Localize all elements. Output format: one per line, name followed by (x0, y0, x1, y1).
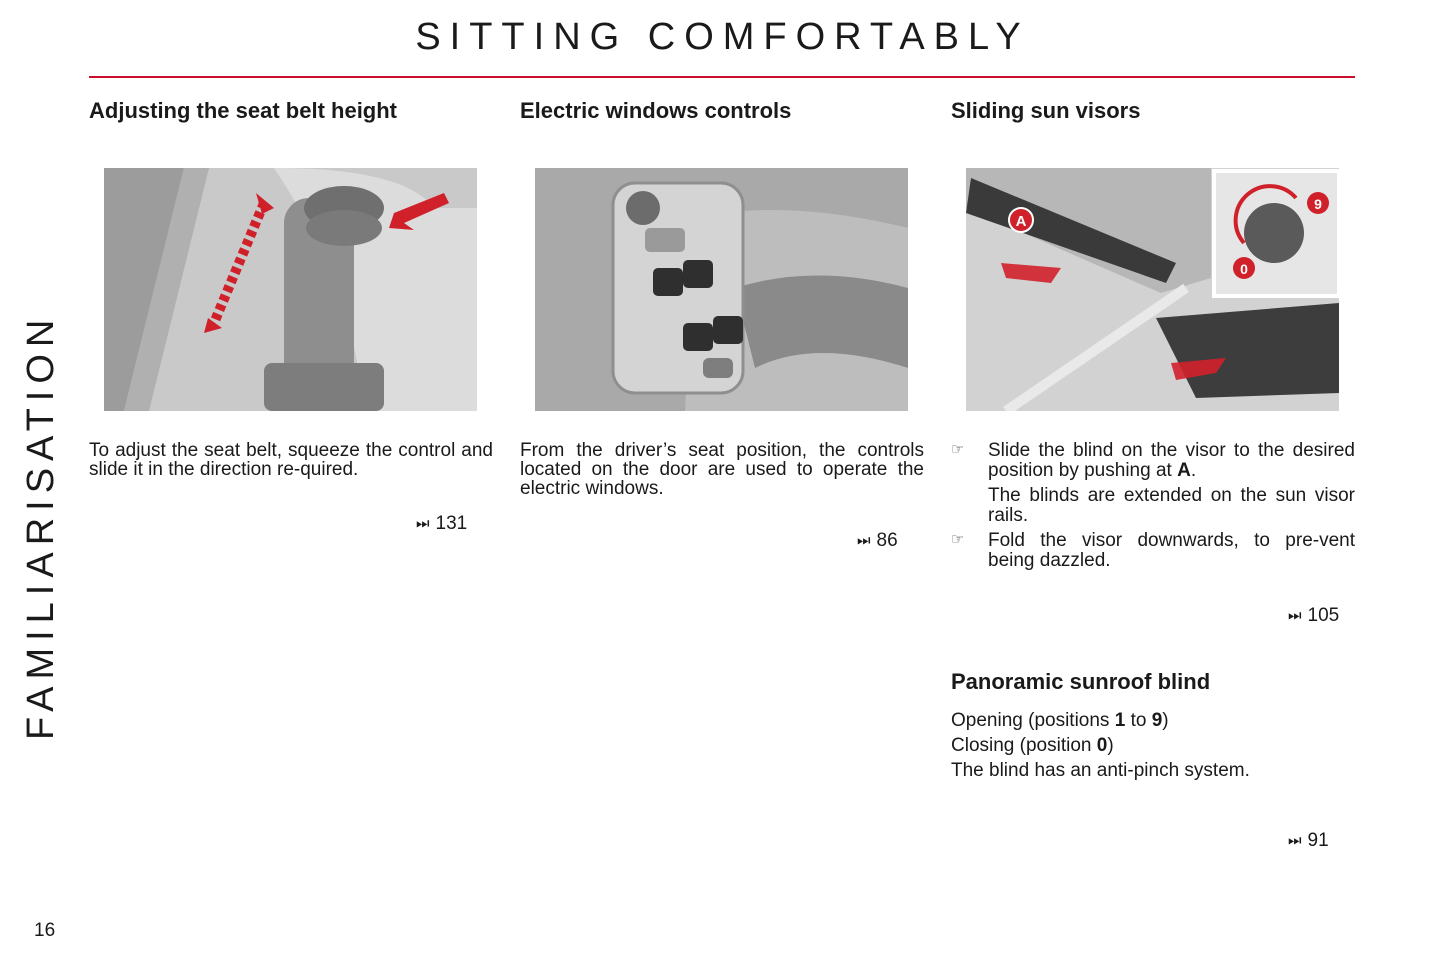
list-item (951, 531, 1355, 570)
figure-label-a: A (1015, 213, 1027, 230)
opening-suffix: ) (1162, 710, 1169, 731)
sunroof-opening-line (951, 708, 1250, 733)
sun-visors-ref-number: 105 (1307, 605, 1340, 626)
seat-belt-illustration (104, 168, 477, 411)
electric-windows-heading: Electric windows controls (520, 98, 792, 123)
window-controls-illustration (535, 168, 908, 411)
page-number: 16 (34, 920, 56, 941)
list-item (951, 441, 1355, 525)
figure-label-nine: 9 (1314, 196, 1322, 212)
sun-visors-heading: Sliding sun visors (951, 98, 1141, 123)
electric-windows-text: From the driver’s seat position, the controls located on the door are used to operate the electric windows. (520, 440, 924, 499)
closing-value: 0 (1096, 735, 1108, 756)
figure-label-zero: 0 (1240, 261, 1248, 277)
visor-bullet-1-text: Slide the blind on the visor to the desired position by pushing at (988, 440, 1355, 481)
skip-forward-icon: ⏭ (416, 515, 430, 532)
seat-belt-section (89, 96, 493, 534)
electric-windows-page-ref[interactable] (857, 530, 898, 552)
page-title: SITTING COMFORTABLY (415, 16, 1030, 58)
sun-visors-illustration (966, 168, 1339, 411)
visor-bullet-1-note: The blinds are extended on the sun visor rails. (988, 485, 1355, 526)
title-divider (89, 76, 1355, 78)
seat-belt-ref-number: 131 (435, 513, 468, 534)
electric-windows-ref-number: 86 (876, 530, 898, 551)
seat-belt-page-ref[interactable] (416, 513, 467, 535)
visor-bullet-1 (988, 441, 1355, 480)
sunroof-anti-pinch-line: The blind has an anti-pinch system. (951, 760, 1250, 781)
sun-visors-section (951, 96, 1355, 851)
visor-bullet-2: Fold the visor downwards, to pre-vent being dazzled. (988, 530, 1355, 571)
sun-visor-instructions (951, 441, 1355, 570)
seat-belt-text: To adjust the seat belt, squeeze the control and slide it in the direction re-quired. (89, 440, 493, 480)
opening-to: 9 (1151, 710, 1163, 731)
closing-prefix: Closing (position (951, 735, 1097, 756)
sunroof-closing-line (951, 733, 1250, 758)
sunroof-text (951, 708, 1250, 783)
opening-prefix: Opening (positions (951, 710, 1115, 731)
sunroof-heading: Panoramic sunroof blind (951, 669, 1211, 694)
opening-to-word: to (1125, 710, 1152, 731)
sunroof-ref-number: 91 (1307, 830, 1329, 851)
skip-forward-icon: ⏭ (1288, 607, 1302, 624)
seat-belt-heading: Adjusting the seat belt height (89, 98, 398, 123)
pointing-hand-icon: ☞ (951, 531, 965, 548)
section-side-label: FAMILIARISATION (20, 312, 62, 740)
visor-bullet-1-point-label: A (1177, 459, 1191, 481)
opening-from: 1 (1114, 710, 1126, 731)
electric-windows-section (520, 96, 924, 551)
sun-visors-page-ref[interactable] (1288, 605, 1339, 627)
visor-bullet-1-end: . (1190, 459, 1197, 481)
skip-forward-icon: ⏭ (1288, 832, 1302, 849)
skip-forward-icon: ⏭ (857, 532, 871, 549)
closing-suffix: ) (1107, 735, 1114, 756)
sunroof-page-ref[interactable] (1288, 830, 1329, 852)
pointing-hand-icon: ☞ (951, 441, 965, 458)
